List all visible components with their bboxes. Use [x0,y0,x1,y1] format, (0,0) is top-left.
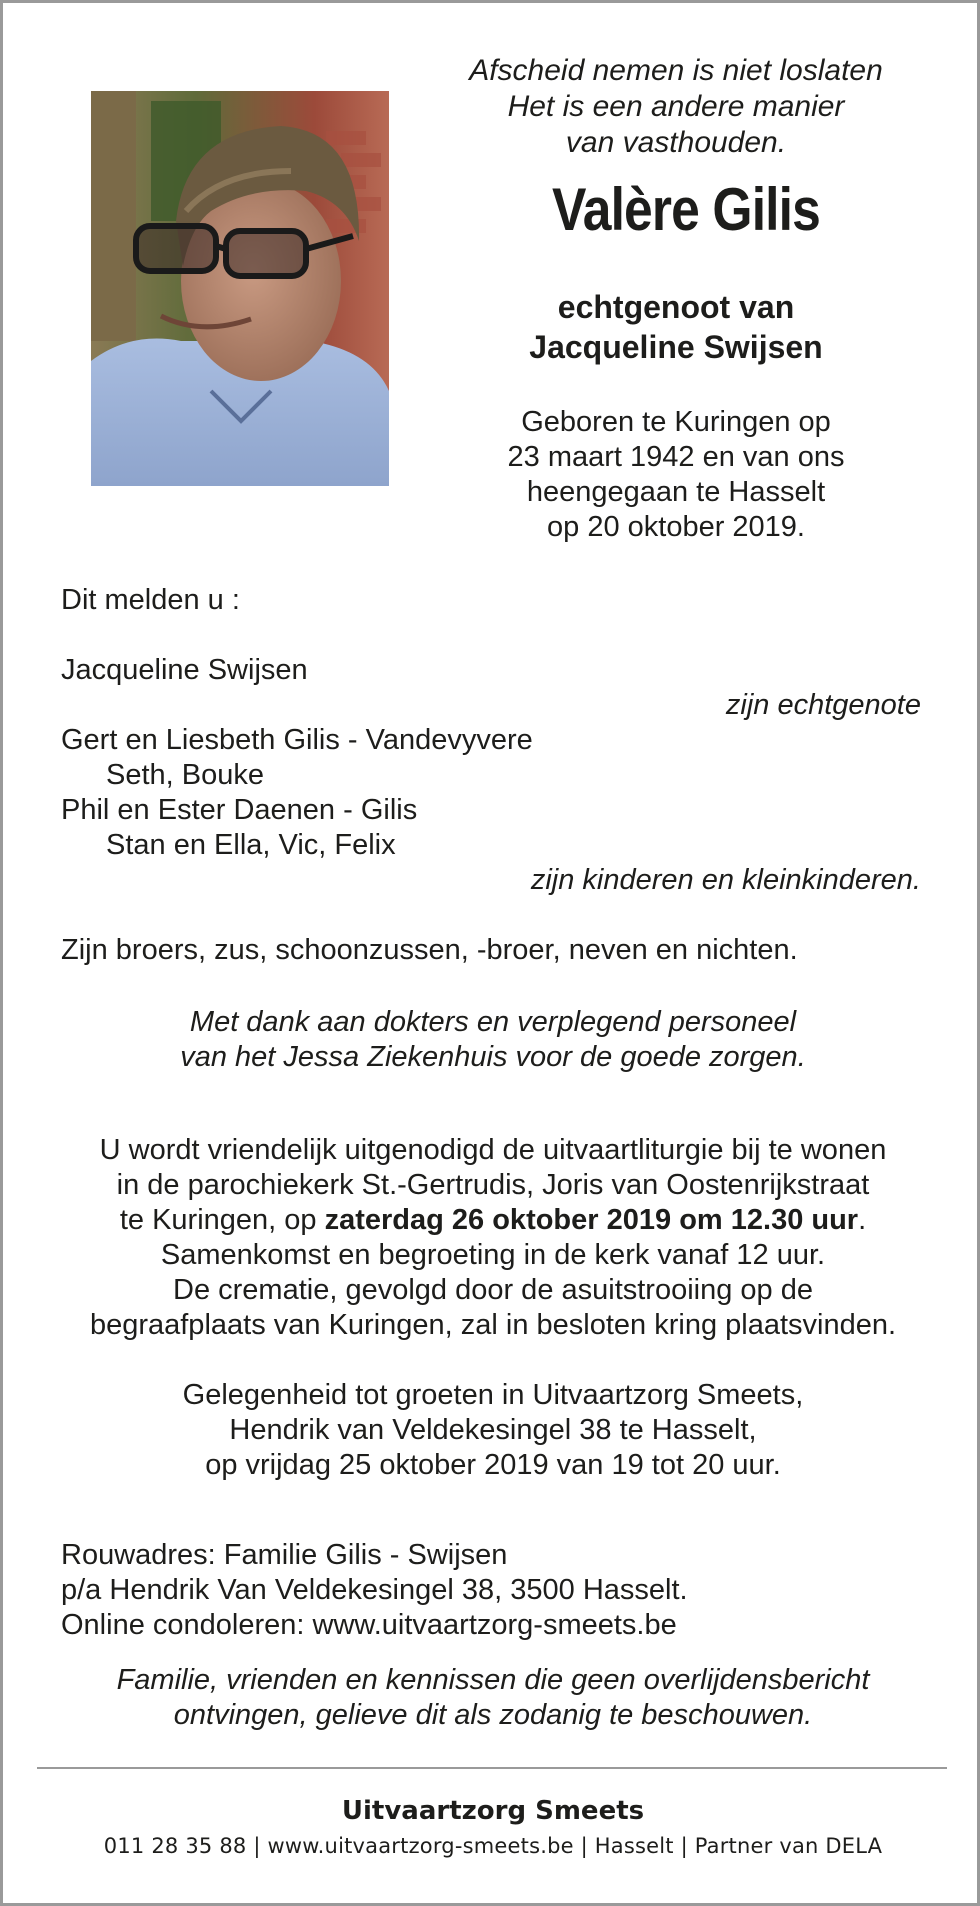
closing-line: Familie, vrienden en kennissen die geen overlijdensbericht [116,1664,870,1696]
invitation-line: U wordt vriendelijk uitgenodigd de uitvaartliturgie bij te wonen [99,1134,887,1166]
relation-label: echtgenoot van [557,289,795,325]
spouse-name: Jacqueline Swijsen [61,654,308,686]
thanks-note [3,1005,980,1075]
children-role: zijn kinderen en kleinkinderen. [530,864,921,896]
child-family: Phil en Ester Daenen - Gilis [61,794,418,826]
funeral-date-time: zaterdag 26 oktober 2019 om 12.30 uur [324,1204,859,1236]
visitation-line: Hendrik van Veldekesingel 38 te Hasselt, [229,1414,757,1446]
deceased-name: Valère Gilis [552,176,820,243]
invitation-line: De crematie, gevolgd door de asuitstrooiing op de [173,1274,813,1306]
spouse-role: zijn echtgenote [725,689,921,721]
invitation-text: te Kuringen, op [119,1204,325,1236]
details-line: Geboren te Kuringen op [521,406,831,438]
visitation-details [3,1378,980,1483]
spacer [61,618,921,653]
address-line: Online condoleren: www.uitvaartzorg-smeets.be [61,1609,677,1641]
visitation-line: Gelegenheid tot groeten in Uitvaartzorg Smeets, [182,1379,804,1411]
portrait-photo [91,91,389,486]
address-line: Rouwadres: Familie Gilis - Swijsen [61,1539,508,1571]
invitation-text: . [858,1204,867,1236]
closing-line: ontvingen, gelieve dit als zodanig te beschouwen. [173,1699,813,1731]
invitation-line: Samenkomst en begroeting in de kerk vanaf 12 uur. [160,1239,826,1271]
closing-note [3,1663,980,1733]
details-line: op 20 oktober 2019. [547,511,805,543]
details-line: 23 maart 1942 en van ons [507,441,845,473]
funeral-home-name: Uitvaartzorg Smeets [341,1796,645,1826]
spacer [61,898,921,933]
address-line: p/a Hendrik Van Veldekesingel 38, 3500 Hasselt. [61,1574,688,1606]
details-line: heengegaan te Hasselt [526,476,826,508]
invitation-line: in de parochiekerk St.-Gertrudis, Joris van Oostenrijkstraat [116,1169,870,1201]
thanks-line: Met dank aan dokters en verplegend personeel [189,1006,797,1038]
poem-quote [423,53,929,161]
thanks-line: van het Jessa Ziekenhuis voor de goede zorgen. [180,1041,806,1073]
announcement-intro: Dit melden u : [61,584,240,616]
family-announcement [61,583,921,968]
poem-line: Afscheid nemen is niet loslaten [469,54,883,87]
poem-line: van vasthouden. [565,126,787,159]
relatives-line: Zijn broers, zus, schoonzussen, -broer, neven en nichten. [61,934,798,966]
invitation-line: begraafplaats van Kuringen, zal in besloten kring plaatsvinden. [89,1309,897,1341]
grandchildren: Stan en Ella, Vic, Felix [106,829,396,861]
invitation-line [3,1203,980,1238]
relation-name: Jacqueline Swijsen [529,329,823,365]
visitation-line: op vrijdag 25 oktober 2019 van 19 tot 20 uur. [205,1449,781,1481]
grandchildren: Seth, Bouke [106,759,264,791]
birth-death-details [423,405,929,545]
footer-divider [37,1767,947,1769]
child-family: Gert en Liesbeth Gilis - Vandevyvere [61,724,533,756]
mourning-address [61,1538,921,1643]
funeral-home-contact: 011 28 35 88 | www.uitvaartzorg-smeets.be | Hasselt | Partner van DELA [103,1834,883,1858]
poem-line: Het is een andere manier [507,90,845,123]
funeral-invitation [3,1133,980,1343]
spouse-relation [423,287,929,367]
